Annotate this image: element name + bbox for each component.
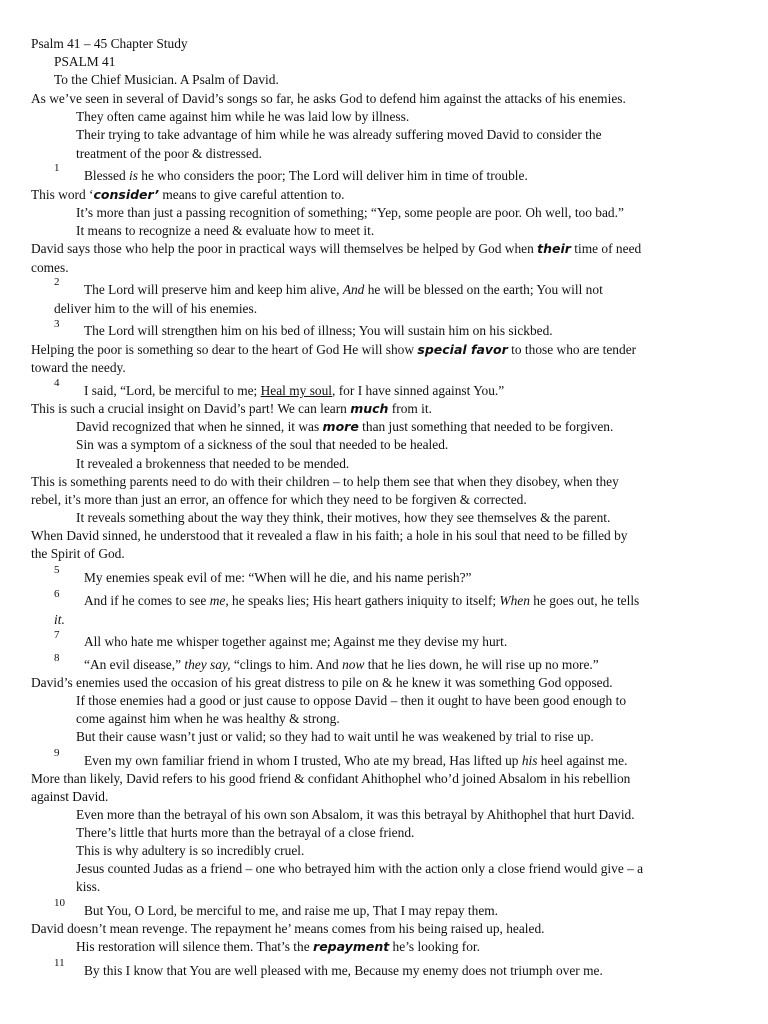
commentary-line: against David. xyxy=(31,789,109,804)
commentary-line: Sin was a symptom of a sickness of the soul that needed to be healed. xyxy=(76,437,449,452)
commentary-line: David says those who help the poor in practical ways will themselves be helped by God when their time of need xyxy=(31,241,642,256)
verse-text: But You, O Lord, be merciful to me, and raise me up, That I may repay them. xyxy=(84,903,499,918)
commentary-line: toward the needy. xyxy=(31,360,126,375)
verse-text: “An evil disease,” they say, “clings to him. And now that he lies down, he will rise up no more.” xyxy=(84,657,599,672)
verse-text: The Lord will strengthen him on his bed of illness; You will sustain him on his sickbed. xyxy=(84,323,553,338)
commentary-line: This is such a crucial insight on David’s part! We can learn much from it. xyxy=(31,401,432,416)
commentary-line: But their cause wasn’t just or valid; so they had to wait until he was weakened by trial to rise up. xyxy=(76,729,594,744)
emphasis-text: consider’ xyxy=(93,187,159,202)
psalm-heading: PSALM 41 xyxy=(54,54,116,69)
commentary-line: It means to recognize a need & evaluate how to meet it. xyxy=(76,223,375,238)
verse-number: 9 xyxy=(54,747,60,759)
commentary-line: This word ‘consider’ means to give careful attention to. xyxy=(31,187,345,202)
verse-number: 10 xyxy=(54,897,65,909)
verse-number: 6 xyxy=(54,588,60,600)
commentary-line: More than likely, David refers to his good friend & confidant Ahithophel who’d joined Absalom in his rebellion xyxy=(31,771,631,786)
commentary-line: kiss. xyxy=(76,879,101,894)
commentary-line: When David sinned, he understood that it revealed a flaw in his faith; a hole in his soul that need to be filled by xyxy=(31,528,628,543)
emphasis-text: repayment xyxy=(313,939,390,954)
commentary-line: Helping the poor is something so dear to the heart of God He will show special favor to those who are tender xyxy=(31,342,637,357)
verse-number: 5 xyxy=(54,564,60,576)
commentary-line: This is why adultery is so incredibly cruel. xyxy=(76,843,305,858)
verse-number: 11 xyxy=(54,957,65,969)
verse-text: By this I know that You are well pleased with me, Because my enemy does not triumph over me. xyxy=(84,963,603,978)
verse-text: I said, “Lord, be merciful to me; Heal my soul, for I have sinned against You.” xyxy=(84,383,505,398)
verse-number: 4 xyxy=(54,377,60,389)
verse-text: All who hate me whisper together against me; Against me they devise my hurt. xyxy=(84,634,508,649)
verse-text: Even my own familiar friend in whom I trusted, Who ate my bread, Has lifted up his heel against me. xyxy=(84,753,628,768)
emphasis-text: their xyxy=(537,241,571,256)
commentary-line: the Spirit of God. xyxy=(31,546,125,561)
commentary-line: If those enemies had a good or just cause to oppose David – then it ought to have been good enough to xyxy=(76,693,627,708)
commentary-line: It reveals something about the way they think, their motives, how they see themselves & the parent. xyxy=(76,510,611,525)
commentary-line: This is something parents need to do with their children – to help them see that when they disobey, when they xyxy=(31,474,619,489)
commentary-line: Their trying to take advantage of him while he was already suffering moved David to consider the xyxy=(76,127,602,142)
commentary-line: Even more than the betrayal of his own son Absalom, it was this betrayal by Ahithophel that hurt David. xyxy=(76,807,635,822)
verse-text-continued: it. xyxy=(54,612,65,627)
commentary-line: There’s little that hurts more than the betrayal of a close friend. xyxy=(76,825,415,840)
verse-text: Blessed is he who considers the poor; The Lord will deliver him in time of trouble. xyxy=(84,168,528,183)
verse-number: 2 xyxy=(54,276,60,288)
verse-number: 7 xyxy=(54,629,60,641)
verse-number: 8 xyxy=(54,652,60,664)
commentary-line: His restoration will silence them. That’s the repayment he’s looking for. xyxy=(76,939,480,954)
commentary-line: comes. xyxy=(31,260,69,275)
emphasis-text: much xyxy=(350,401,389,416)
verse-number: 3 xyxy=(54,318,60,330)
verse-text-continued: deliver him to the will of his enemies. xyxy=(54,301,258,316)
commentary-line: David’s enemies used the occasion of his great distress to pile on & he knew it was something God opposed. xyxy=(31,675,613,690)
commentary-line: It’s more than just a passing recognition of something; “Yep, some people are poor. Oh well, too bad.” xyxy=(76,205,624,220)
commentary-line: treatment of the poor & distressed. xyxy=(76,146,262,161)
emphasis-text: special favor xyxy=(417,342,508,357)
verse-text: My enemies speak evil of me: “When will he die, and his name perish?” xyxy=(84,570,472,585)
psalm-superscription: To the Chief Musician. A Psalm of David. xyxy=(54,72,279,87)
emphasis-text: more xyxy=(322,419,359,434)
commentary-line: It revealed a brokenness that needed to be mended. xyxy=(76,456,350,471)
verse-text: And if he comes to see me, he speaks lies; His heart gathers iniquity to itself; When he goes out, he tells xyxy=(84,593,640,608)
commentary-line: David recognized that when he sinned, it was more than just something that needed to be forgiven. xyxy=(76,419,614,434)
commentary-line: As we’ve seen in several of David’s songs so far, he asks God to defend him against the attacks of his enemies. xyxy=(31,91,626,106)
commentary-line: Jesus counted Judas as a friend – one who betrayed him with the action only a close friend would give – a xyxy=(76,861,644,876)
verse-number: 1 xyxy=(54,162,60,174)
commentary-line: come against him when he was healthy & strong. xyxy=(76,711,340,726)
commentary-line: They often came against him while he was laid low by illness. xyxy=(76,109,410,124)
document-title: Psalm 41 – 45 Chapter Study xyxy=(31,36,188,51)
verse-text: The Lord will preserve him and keep him alive, And he will be blessed on the earth; You will not xyxy=(84,282,603,297)
commentary-line: David doesn’t mean revenge. The repayment he’ means comes from his being raised up, healed. xyxy=(31,921,545,936)
commentary-line: rebel, it’s more than just an error, an offence for which they need to be forgiven & corrected. xyxy=(31,492,527,507)
